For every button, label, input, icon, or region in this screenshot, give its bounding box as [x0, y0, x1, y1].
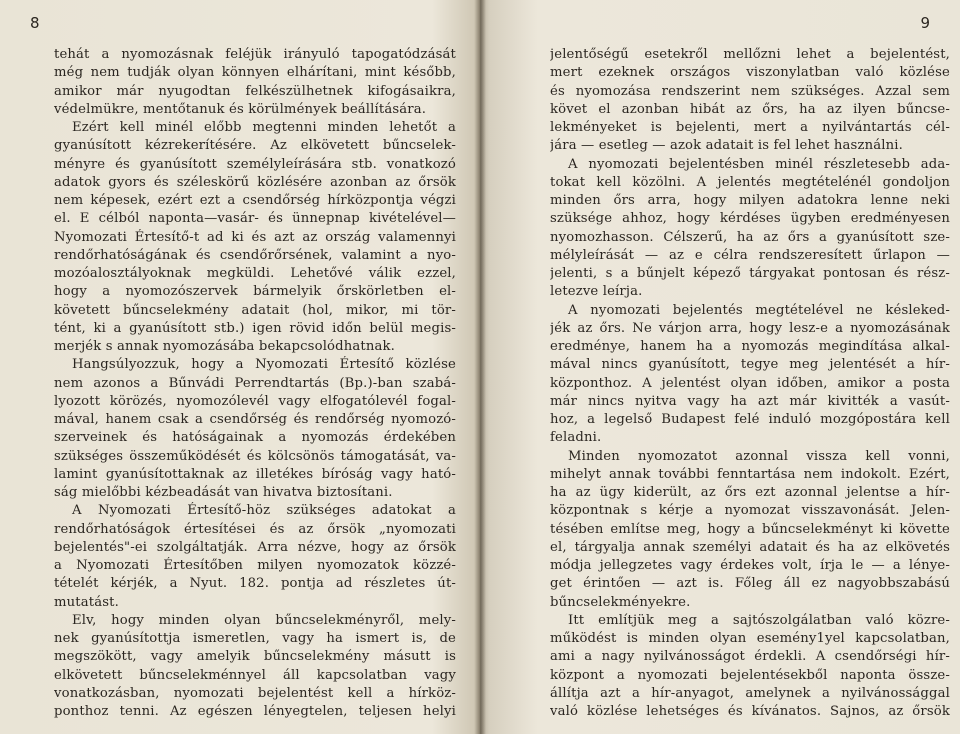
text-line: a Nyomozati Értesítőben milyen nyomozatok közzé- [54, 558, 456, 573]
text-line: tésében említse meg, hogy a bűncselekményt ki követte [550, 521, 950, 537]
text-line: minden őrs arra, hogy milyen adatokra lenne neki [550, 193, 950, 208]
text-line: állítja azt a hír-anyagot, amelynek a nyilvánossággal [550, 685, 950, 701]
text-line: Itt említjük meg a sajtószolgálatban való közre- [568, 612, 950, 628]
text-line: tokat kell közölni. A jelentés megtételénél gondoljon [550, 174, 950, 190]
text-line: bűncselekményekre. [550, 594, 691, 610]
text-line: jelenti, s a bűnjelt képező tárgyakat pontosan és rész- [550, 266, 950, 281]
text-line: lyozott körözés, nyomozólevél vagy elfogatólevél fogal- [54, 393, 456, 409]
text-line: még nem tudják olyan könnyen elhárítani, mint később, [54, 65, 456, 81]
text-line: Elv, hogy minden olyan bűncselekményről, mely- [72, 612, 456, 628]
text-line: központ a nyomozati bejelentésekből naponta össze- [550, 667, 950, 683]
text-line: merjék s annak nyomozásába bekapcsolódhatnak. [54, 339, 395, 354]
text-line: nem azonos a Bűnvádi Perrendtartás (Bp.)-ban szabá- [54, 375, 456, 391]
text-line: mával nincs gyanúsított, tegye meg jelentését a hír- [550, 357, 950, 373]
text-line: szükséges összeműködését és kölcsönös támogatását, va- [54, 448, 456, 464]
text-line: ha az ügy kiderült, az őrs ezt azonnal jelentse a hír- [550, 485, 950, 500]
text-line: már nincs nyitva vagy ha azt már kivitték a vasút- [550, 393, 950, 409]
text-line: eredménye, hanem ha a nyomozás megindítása alkal- [550, 339, 950, 354]
text-line: jelentőségű esetekről mellőzni lehet a bejelentést, [550, 47, 950, 62]
text-line: és nyomozása rendszerint nem szükséges. Azzal sem [550, 83, 950, 99]
text-line: központnak s kérje a nyomozat visszavonását. Jelen- [550, 503, 950, 519]
text-line: védelmükre, mentőtanuk és körülmények beállítására. [54, 101, 427, 117]
text-line: bejelentés"-ei szolgáltatják. Arra nézve, hogy az őrsök [54, 539, 456, 555]
text-line: amikor már nyugodtan felkészülhetnek kifogásaikra, [54, 83, 456, 99]
text-line: mutatást. [54, 594, 119, 610]
text-line: get érintően — azt is. Főleg áll ez nagyobbszabású [550, 576, 950, 592]
text-line: követ el azonban hibát az őrs, ha az ilyen bűncse- [550, 101, 950, 117]
text-line: jék az őrs. Ne várjon arra, hogy lesz-e a nyomozásának [550, 320, 950, 336]
text-line: feladni. [550, 430, 602, 446]
text-line: Ezért kell minél előbb megtenni minden lehetőt a [72, 120, 456, 135]
text-line: szüksége ahhoz, hogy kérdéses ügyben eredményesen [550, 211, 950, 227]
page-text [54, 46, 456, 721]
text-line: nek gyanúsítottja ismeretlen, vagy ha ismert is, de [54, 631, 456, 646]
text-line: tént, ki a gyanúsított stb.) igen rövid időn belül megis- [54, 320, 456, 336]
text-line: A Nyomozati Értesítő-höz szükséges adatokat a [72, 503, 456, 519]
text-line: hogy a nyomozószervek bármelyik őrskörletben el- [54, 284, 456, 300]
text-line: módja jellegzetes vagy érdekes volt, írja le — a lénye- [550, 558, 950, 573]
text-line: Minden nyomozatot azonnal vissza kell vonni, [568, 448, 950, 464]
page-number: 8 [30, 14, 40, 32]
text-line: lamint gyanúsítottaknak az illetékes bíróság vagy ható- [54, 466, 456, 482]
text-line: ság mielőbbi kézbeadását van hivatva biztosítani. [54, 485, 393, 500]
text-line: Hangsúlyozzuk, hogy a Nyomozati Értesítő közlése [72, 357, 456, 373]
text-line: ményre és gyanúsított személyleírására stb. vonatkozó [54, 156, 456, 172]
page-number: 9 [920, 14, 930, 32]
text-line: követett bűncselekmény adatait (hol, mikor, mi tör- [54, 302, 456, 318]
text-line: adatok gyors és széleskörű közlésére azonban az őrsök [54, 174, 456, 190]
text-line: Nyomozati Értesítő-t ad ki és azt az ország valamennyi [54, 229, 456, 245]
text-line: rendőrhatóságának és csendőrőrsének, valamint a nyo- [54, 247, 456, 263]
text-line: mert ezeknek országos viszonylatban való közlése [550, 65, 950, 81]
text-line: letezve leírja. [550, 284, 643, 300]
text-line: mával, hanem csak a csendőrség és rendőrség nyomozó- [54, 412, 456, 427]
text-line: nem képesek, ezért ezt a csendőrség hírközpontja végzi [54, 193, 456, 208]
text-line: lekményeket is bejelenti, mert a nyilvántartás cél- [550, 120, 950, 135]
text-line: hoz, a legelső Budapest felé induló mozgópostára kell [550, 412, 950, 427]
page-text [550, 46, 950, 721]
text-line: jára — esetleg — azok adatait is fel lehet használni. [550, 138, 903, 154]
text-line: ponthoz tenni. Az egészen lényegtelen, teljesen helyi [54, 704, 456, 719]
text-line: A nyomozati bejelentésben minél részletesebb ada- [568, 156, 950, 172]
text-line: szerveinek és hatóságainak a nyomozás érdekében [54, 430, 456, 446]
text-line: tételét kérjék, a Nyut. 182. pontja ad részletes út- [54, 576, 456, 592]
text-line: el. E célból naponta—vasár- és ünnepnap kivételével— [54, 211, 456, 227]
text-line: való közlése lehetséges és kívánatos. Sajnos, az őrsök [550, 704, 950, 719]
text-line: vonatkozásban, nyomozati bejelentést kell a hírköz- [54, 685, 456, 701]
text-line: központhoz. A jelentést olyan időben, amikor a posta [550, 375, 950, 391]
text-line: el, tárgyalja annak személyi adatait és ha az elkövetés [550, 539, 950, 555]
text-line: mélyleírását — az e célra rendszeresített űrlapon — [550, 247, 950, 263]
text-line: ami a nagy nyilvánosságot érdekli. A csendőrségi hír- [550, 649, 950, 665]
text-line: gyanúsított kézrekerítésére. Az elkövetett bűncselek- [54, 138, 456, 154]
text-line: mihelyt annak további fenntartása nem indokolt. Ezért, [550, 466, 950, 482]
text-line: elkövetett bűncselekménnyel áll kapcsolatban vagy [54, 667, 456, 683]
right-page [480, 0, 960, 734]
text-line: rendőrhatóságok értesítései és az őrsök „nyomozati [54, 521, 456, 537]
text-line: működést is minden olyan esemény1yel kapcsolatban, [550, 631, 950, 646]
text-line: nyomozhasson. Célszerű, ha az őrs a gyanúsított sze- [550, 229, 950, 245]
text-line: tehát a nyomozásnak feléjük irányuló tapogatódzását [54, 47, 456, 62]
text-line: mozóalosztályoknak megküldi. Lehetővé válik ezzel, [54, 266, 456, 281]
text-line: A nyomozati bejelentés megtételével ne késleked- [568, 302, 950, 318]
text-line: megszökött, vagy amelyik bűncselekmény másutt is [54, 649, 456, 665]
